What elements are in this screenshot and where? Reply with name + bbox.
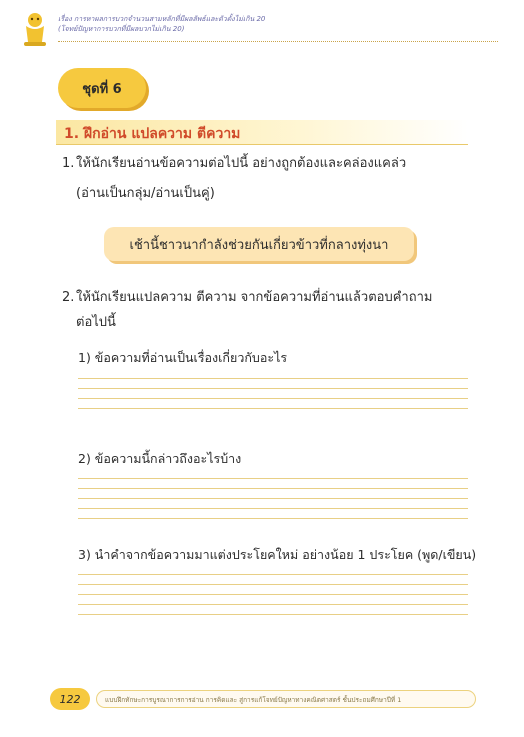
question-1-subtext: (อ่านเป็นกลุ่ม/อ่านเป็นคู่) bbox=[76, 186, 215, 201]
answer-line[interactable] bbox=[78, 604, 468, 605]
page-footer bbox=[50, 688, 482, 710]
question-2-subtext: ต่อไปนี้ bbox=[76, 315, 116, 330]
answer-line[interactable] bbox=[78, 408, 468, 409]
question-1-number: 1. bbox=[62, 156, 75, 171]
header-line-2: (โจทย์ปัญหาการบวกที่มีผลบวกไม่เกิน 20) bbox=[58, 25, 185, 33]
sub-question-3: 3) นำคำจากข้อความมาแต่งประโยคใหม่ อย่างน้อย 1 ประโยค (พูด/เขียน) bbox=[78, 547, 477, 562]
page-number: 122 bbox=[50, 688, 90, 710]
answer-line[interactable] bbox=[78, 594, 468, 595]
header-text bbox=[58, 14, 265, 34]
answer-line[interactable] bbox=[78, 574, 468, 575]
answer-line[interactable] bbox=[78, 508, 468, 509]
section-title: 1. ฝึกอ่าน แปลความ ตีความ bbox=[64, 126, 241, 142]
answer-line[interactable] bbox=[78, 398, 468, 399]
answer-line[interactable] bbox=[78, 478, 468, 479]
header-line-1: เรื่อง การหาผลการบวกจำนวนสามหลักที่มีผลลัพธ์และตัวตั้งไม่เกิน 20 bbox=[58, 15, 266, 23]
header-divider bbox=[58, 41, 498, 42]
reading-sentence-box bbox=[104, 227, 414, 261]
question-2-number: 2. bbox=[62, 290, 75, 305]
answer-line[interactable] bbox=[78, 614, 468, 615]
sub-question-1: 1) ข้อความที่อ่านเป็นเรื่องเกี่ยวกับอะไร bbox=[78, 350, 288, 365]
answer-line[interactable] bbox=[78, 498, 468, 499]
answer-line[interactable] bbox=[78, 388, 468, 389]
answer-lines-2[interactable] bbox=[78, 478, 468, 528]
set-badge: ชุดที่ 6 bbox=[58, 68, 146, 108]
question-2-text: ให้นักเรียนแปลความ ตีความ จากข้อความที่อ่านแล้วตอบคำถาม bbox=[76, 290, 433, 305]
answer-line[interactable] bbox=[78, 488, 468, 489]
sub-question-2: 2) ข้อความนี้กล่าวถึงอะไรบ้าง bbox=[78, 451, 242, 466]
answer-lines-3[interactable] bbox=[78, 574, 468, 624]
reading-sentence: เช้านี้ชาวนากำลังช่วยกันเกี่ยวข้าวที่กลางทุ่งนา bbox=[129, 237, 389, 253]
section-header bbox=[56, 120, 468, 145]
question-1-text: ให้นักเรียนอ่านข้อความต่อไปนี้ อย่างถูกต้องและคล่องแคล่ว bbox=[76, 156, 407, 171]
footer-text: แบบฝึกทักษะการบูรณาการการอ่าน การคิดและ สู่การแก้โจทย์ปัญหาทางคณิตศาสตร์ ชั้นประถมศึกษาปีที่ 1 bbox=[96, 690, 476, 708]
answer-line[interactable] bbox=[78, 378, 468, 379]
answer-line[interactable] bbox=[78, 584, 468, 585]
school-mascot-icon bbox=[18, 8, 52, 48]
answer-lines-1[interactable] bbox=[78, 378, 468, 418]
answer-line[interactable] bbox=[78, 518, 468, 519]
page-header bbox=[18, 8, 498, 48]
